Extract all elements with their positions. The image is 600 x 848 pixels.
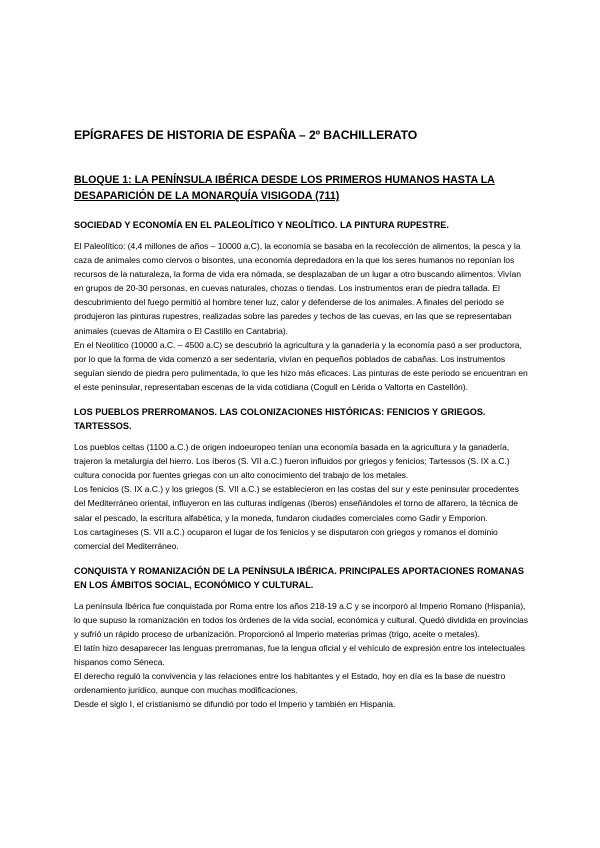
paragraph: En el Neolítico (10000 a.C. – 4500 a.C) se descubrió la agricultura y la ganadería y la economía pasó a ser productora, por lo que la forma de vida comenzó a ser sedentaria, vivían en pequeños poblados de cabañas. Los instrumentos seguían siendo de piedra pero pulimentada, lo que les hizo más eficaces. Las pinturas de este periodo se encuentran en el este peninsular, representaban escenas de la vida cotidiana (Cogull en Lérida o Valtorta en Castellón).	[74, 339, 528, 392]
paragraph: El derecho reguló la convivencia y las relaciones entre los habitantes y el Estado, hoy en día es la base de nuestro ordenamiento jurídico, aunque con muchas modificaciones.	[74, 671, 506, 696]
section-pueblos-prerromanos	[74, 405, 532, 553]
section-title: LOS PUEBLOS PRERROMANOS. LAS COLONIZACIONES HISTÓRICAS: FENICIOS Y GRIEGOS. TARTESSOS.	[74, 407, 486, 432]
paragraph: Los pueblos celtas (1100 a.C.) de origen indoeuropeo tenían una economía basada en la agricultura y la ganadería, trajeron la metalurgia del hierro. Los íberos (S. VII a.C.) fueron influidos por griegos y fenicios; Tartessos (S. IX a.C.) cultura conocida por fuentes griegas con un alto conocimiento del trabajo de los metales.	[74, 442, 510, 481]
section-spacer	[74, 553, 532, 564]
paragraph: El latín hizo desaparecer las lenguas prerromanas, fue la lengua oficial y el vehículo de expresión entre los intelectuales hispanos como Séneca.	[74, 643, 526, 668]
paragraph: Los fenicios (S. IX a.C.) y los griegos (S. VII a.C.) se establecieron en las costas del sur y este peninsular procedentes del Mediterráneo oriental, influyeron en las culturas indígenas (íberos) enseñándoles el torno de alfarero, la técnica de salar el pescado, la escritura alfabética, y la moneda, fundaron ciudades comerciales como Gadir y Emporion.	[74, 484, 519, 523]
section-title: CONQUISTA Y ROMANIZACIÓN DE LA PENÍNSULA IBÉRICA. PRINCIPALES APORTACIONES ROMANAS EN LOS ÁMBITOS SOCIAL, ECONÓMICO Y CULTURAL.	[74, 565, 524, 590]
section-romanizacion	[74, 564, 532, 712]
paragraph: El Paleolítico: (4,4 millones de años – 10000 a.C), la economía se basaba en la recolección de alimentos, la pesca y la caza de animales como ciervos o bisontes, una economía depredadora en la que los seres humanos no reponían los recursos de la naturaleza, la forma de vida era nómada, se desplazaban de un lugar a otro buscando alimentos. Vivían en grupos de 20-30 personas, en cuevas naturales, chozas o tiendas. Los instrumentos eran de piedra tallada. El descubrimiento del fuego permitió al hombre tener luz, calor y defenderse de los animales. A finales del periodo se produjeron las pinturas rupestres, realizadas sobre las paredes y techos de las cuevas, en las que se representaban animales (cuevas de Altamira o El Castillo en Cantabria).	[74, 241, 521, 336]
document-title: EPÍGRAFES DE HISTORIA DE ESPAÑA – 2º BACHILLERATO	[74, 128, 418, 142]
block-title: BLOQUE 1: LA PENÍNSULA IBÉRICA DESDE LOS PRIMEROS HUMANOS HASTA LA DESAPARICIÓN DE LA MONARQUÍA VISIGODA (711)	[74, 174, 495, 202]
section-paleolitico-neolitico	[74, 218, 532, 394]
paragraph: Desde el siglo I, el cristianismo se difundió por todo el Imperio y también en Hispania.	[74, 699, 396, 710]
section-title: SOCIEDAD Y ECONOMÍA EN EL PALEOLÍTICO Y NEOLÍTICO. LA PINTURA RUPESTRE.	[74, 220, 449, 230]
paragraph: Los cartagineses (S. VII a.C.) ocuparon el lugar de los fenicios y se disputaron con griegos y romanos el dominio comercial del Mediterráneo.	[74, 526, 498, 551]
section-spacer	[74, 394, 532, 405]
document-content	[74, 128, 532, 712]
paragraph: La península Ibérica fue conquistada por Roma entre los años 218-19 a.C y se incorporó al Imperio Romano (Hispania), lo que supuso la romanización en todos los órdenes de la vida social, económica y cultural. Quedó dividida en provincias y sufrió un rápido proceso de urbanización. Proporcionó al Imperio materias primas (trigo, aceite o metales).	[74, 600, 529, 639]
